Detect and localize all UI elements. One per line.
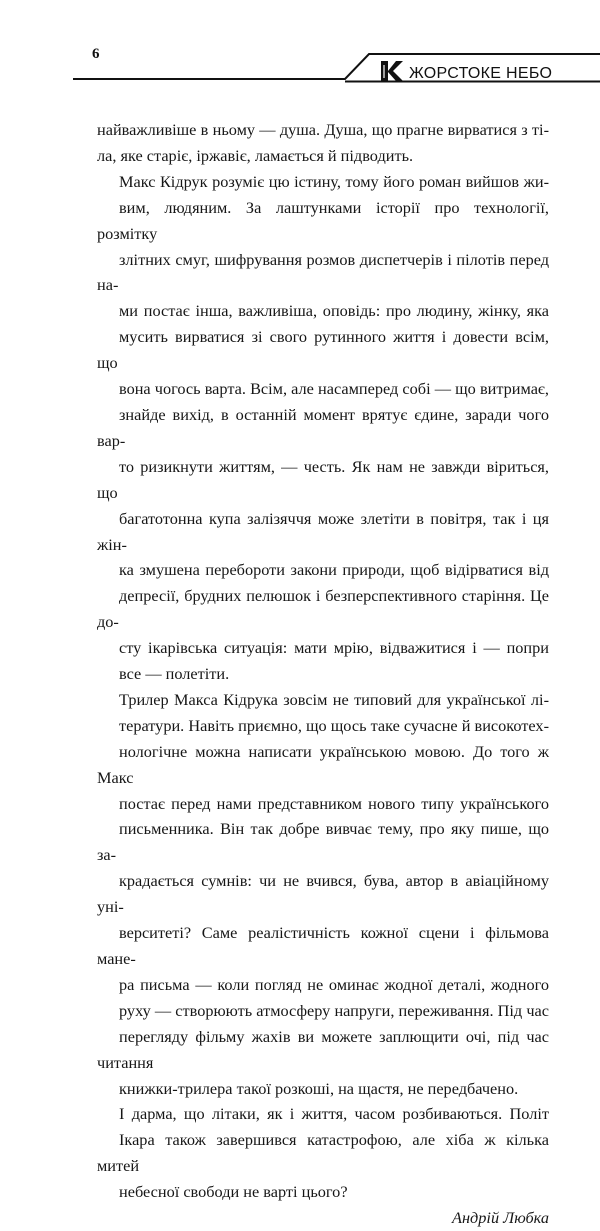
text-line: постає перед нами представником нового типу українського bbox=[119, 793, 549, 813]
text-line: ка змушена перебороти закони природи, щоб відірватися від bbox=[119, 560, 549, 580]
text-line: небесної свободи не варті цього? bbox=[119, 1182, 348, 1202]
paragraph bbox=[97, 687, 549, 1102]
paragraph bbox=[97, 1101, 549, 1205]
text-line: І дарма, що літаки, як і життя, часом розбиваються. Політ bbox=[119, 1104, 549, 1124]
header-rule bbox=[0, 0, 600, 100]
text-line: нологічне можна написати українською мовою. До того ж Макс bbox=[97, 741, 549, 787]
text-line: найважливіше в ньому — душа. Душа, що прагне вирватися з ті- bbox=[97, 120, 549, 139]
text-line: ми постає інша, важливіша, оповідь: про людину, жінку, яка bbox=[119, 301, 549, 321]
book-title: ЖОРСТОКЕ НЕБО bbox=[409, 65, 553, 82]
text-line: верситеті? Саме реалістичність кожної сцени і фільмова мане- bbox=[97, 923, 549, 968]
text-line: все — полетіти. bbox=[119, 664, 230, 684]
main-text bbox=[97, 117, 549, 1231]
text-line: депресії, брудних пелюшок і безперспективного старіння. Це до- bbox=[97, 586, 549, 632]
text-line: Ікара також завершився катастрофою, але хіба ж кілька митей bbox=[97, 1130, 549, 1176]
text-line: тератури. Навіть приємно, що щось таке сучасне й високотех- bbox=[119, 715, 549, 735]
text-line: вона чогось варта. Всім, але насамперед собі — що витримає, bbox=[119, 379, 549, 399]
paragraph bbox=[97, 169, 549, 687]
author-signature: Андрій Любка bbox=[452, 1208, 549, 1228]
running-header bbox=[0, 0, 600, 100]
text-line: то ризикнути життям, — честь. Як нам не завжди віриться, що bbox=[97, 456, 549, 502]
paragraph bbox=[97, 117, 549, 169]
page-number: 6 bbox=[92, 46, 100, 62]
text-line: ра письма — коли погляд не оминає жодної деталі, жодного bbox=[119, 974, 549, 994]
text-line: мусить вирватися зі свого рутинного життя і довести всім, що bbox=[97, 327, 549, 373]
text-line: знайде вихід, в останній момент врятує єдине, заради чого вар- bbox=[97, 404, 549, 450]
text-line: Трилер Макса Кідрука зовсім не типовий для української лі- bbox=[119, 689, 549, 709]
text-line: вим, людяним. За лаштунками історії про технології, розмітку bbox=[97, 197, 549, 243]
text-line: крадається сумнів: чи не вчився, бува, автор в авіаційному уні- bbox=[97, 871, 549, 917]
text-line: злітних смуг, шифрування розмов диспетчерів і пілотів перед на- bbox=[97, 249, 549, 295]
text-line: руху — створюють атмосферу напруги, переживання. Під час bbox=[119, 1000, 549, 1020]
text-line: книжки-трилера такої розкоші, на щастя, не передбачено. bbox=[119, 1078, 519, 1098]
text-line: письменника. Він так добре вивчає тему, про яку пише, що за- bbox=[97, 819, 549, 865]
text-line: сту ікарівська ситуація: мати мрію, відважитися і — попри bbox=[119, 638, 549, 658]
text-line: багатотонна купа залізяччя може злетіти в повітря, так і ця жін- bbox=[97, 508, 549, 554]
text-line: ла, яке старіє, іржавіє, ламається й підводить. bbox=[97, 145, 414, 165]
book-series-emblem-icon bbox=[379, 58, 405, 84]
text-line: перегляду фільму жахів ви можете заплющити очі, під час читання bbox=[97, 1026, 549, 1072]
text-line: Макс Кідрук розуміє цю істину, тому його роман вийшов жи- bbox=[119, 171, 549, 191]
